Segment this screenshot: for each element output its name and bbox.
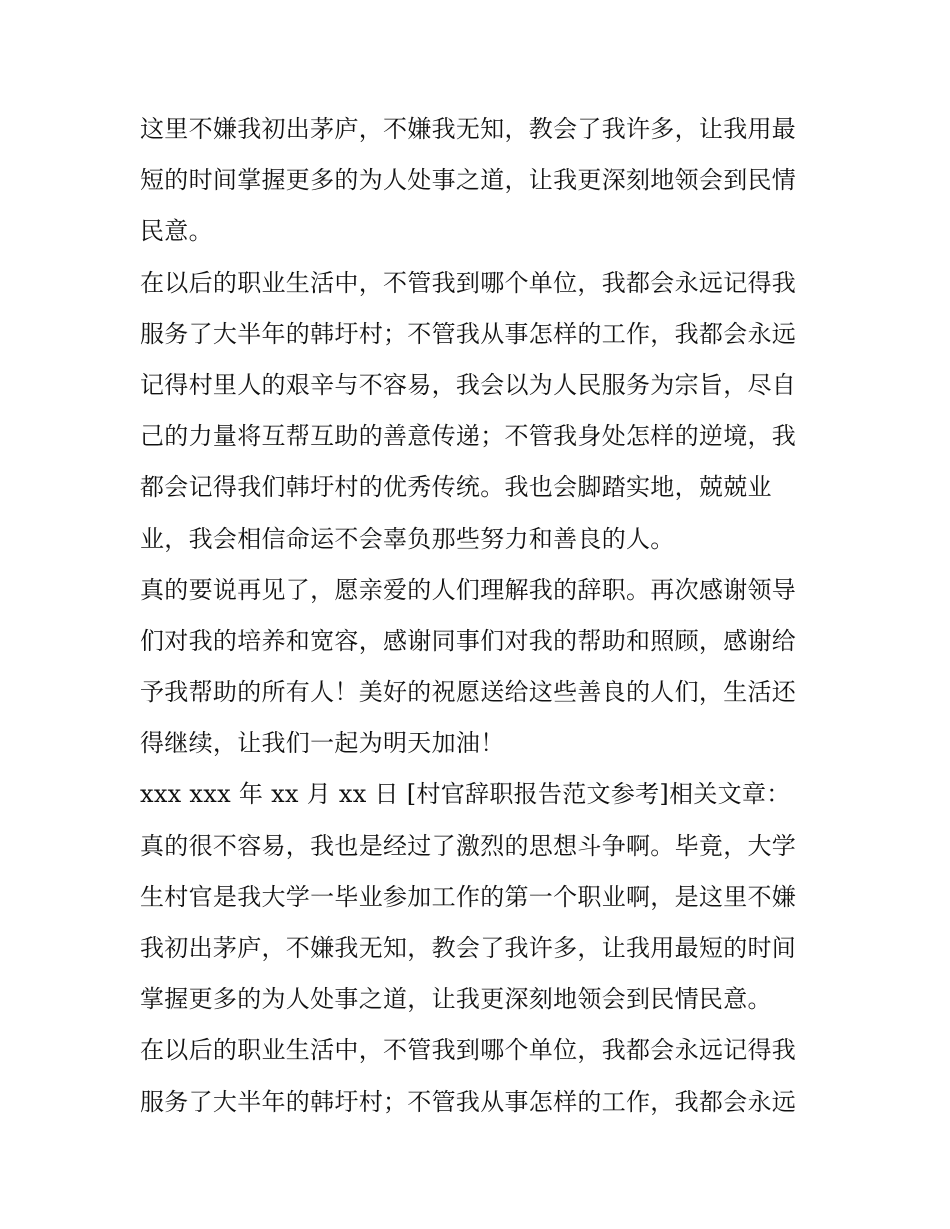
text-line: 得继续，让我们一起为明天加油！ [140, 729, 505, 758]
text-line: 短的时间掌握更多的为人处事之道，让我更深刻地领会到民情 [140, 166, 797, 195]
text-line: 生村官是我大学一毕业参加工作的第一个职业啊，是这里不嫌 [140, 882, 797, 911]
text-line: 记得村里人的艰辛与不容易，我会以为人民服务为宗旨，尽自 [140, 370, 797, 399]
text-line: 真的很不容易，我也是经过了激烈的思想斗争啊。毕竟，大学 [140, 831, 797, 860]
text-line: 民意。 [140, 217, 213, 246]
text-line: 业，我会相信命运不会辜负那些努力和善良的人。 [140, 524, 675, 553]
date-related-articles-line: xxx xxx 年 xx 月 xx 日 [村官辞职报告范文参考]相关文章： [140, 780, 791, 809]
text-line: 服务了大半年的韩圩村；不管我从事怎样的工作，我都会永远 [140, 1087, 797, 1116]
text-line: 在以后的职业生活中，不管我到哪个单位，我都会永远记得我 [140, 1036, 797, 1065]
text-line: 这里不嫌我初出茅庐，不嫌我无知，教会了我许多，让我用最 [140, 115, 797, 143]
document-body [140, 104, 812, 1128]
text-line: 掌握更多的为人处事之道，让我更深刻地领会到民情民意。 [140, 985, 772, 1014]
text-line: 己的力量将互帮互助的善意传递；不管我身处怎样的逆境，我 [140, 422, 797, 451]
text-line: 们对我的培养和宽容，感谢同事们对我的帮助和照顾，感谢给 [140, 626, 797, 655]
text-line: 真的要说再见了，愿亲爱的人们理解我的辞职。再次感谢领导 [140, 575, 797, 604]
text-line: 在以后的职业生活中，不管我到哪个单位，我都会永远记得我 [140, 268, 797, 297]
text-line: 服务了大半年的韩圩村；不管我从事怎样的工作，我都会永远 [140, 319, 797, 348]
text-line: 都会记得我们韩圩村的优秀传统。我也会脚踏实地，兢兢业 [140, 473, 772, 502]
text-line: 我初出茅庐，不嫌我无知，教会了我许多，让我用最短的时间 [140, 934, 797, 962]
text-line: 予我帮助的所有人！美好的祝愿送给这些善良的人们，生活还 [140, 678, 797, 707]
